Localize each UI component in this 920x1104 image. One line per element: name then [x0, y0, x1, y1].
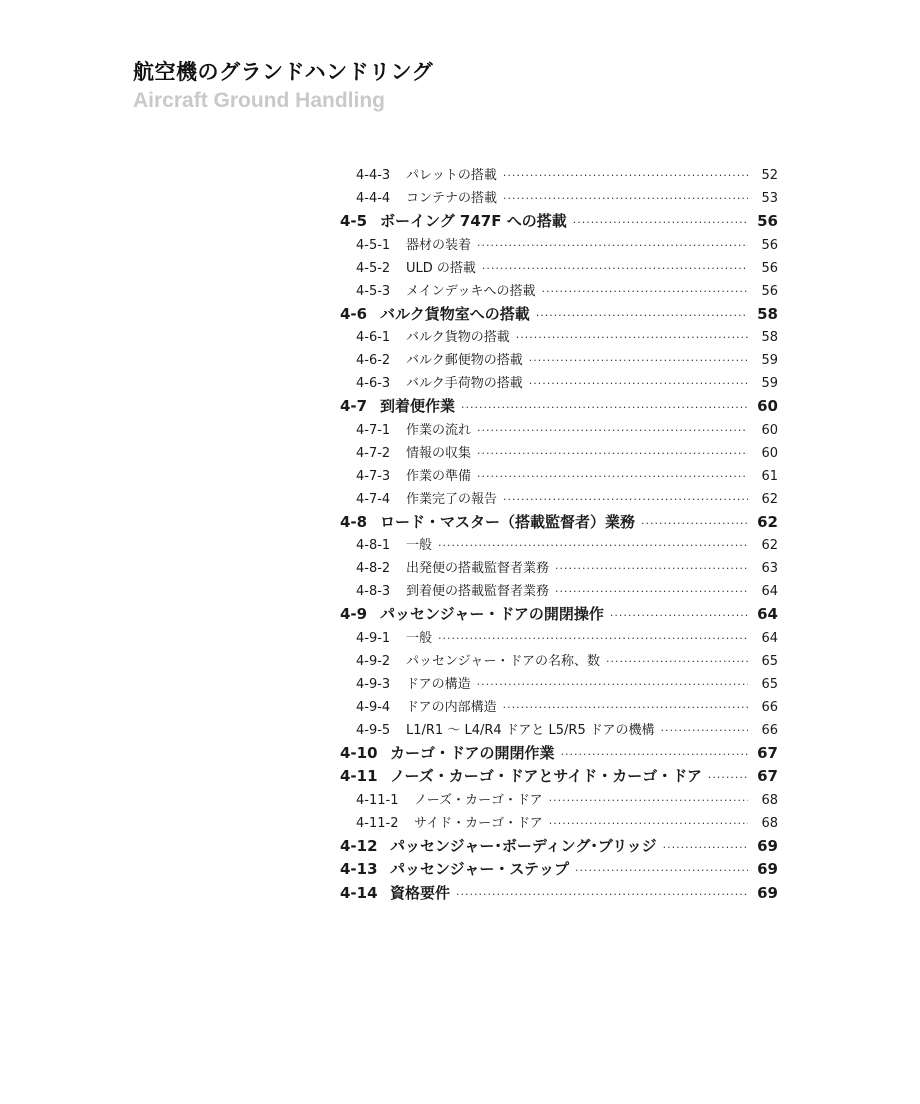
toc-subsection-entry[interactable] — [340, 234, 778, 257]
toc-section-entry[interactable] — [340, 882, 778, 906]
toc-entry-page-number: 61 — [761, 468, 778, 484]
toc-leader-dots — [503, 192, 748, 205]
toc-section-entry[interactable] — [340, 742, 778, 766]
toc-subsection-entry[interactable] — [340, 789, 778, 812]
toc-entry-page-number: 52 — [761, 168, 778, 183]
toc-entry-page-number: 56 — [761, 260, 778, 276]
toc-entry-page-number: 69 — [757, 860, 778, 878]
toc-entry-page-number: 56 — [761, 283, 778, 299]
toc-leader-dots — [516, 331, 748, 344]
toc-leader-dots — [503, 701, 748, 714]
toc-entry-page-number: 62 — [761, 538, 778, 553]
toc-leader-dots — [606, 655, 748, 668]
toc-entry-number: 4-10 — [340, 743, 378, 762]
toc-entry-title: バルク貨物の搭載 — [406, 330, 510, 345]
table-of-contents — [340, 164, 778, 905]
toc-entry-page-number: 56 — [757, 212, 778, 230]
toc-section-entry[interactable] — [340, 303, 778, 327]
toc-entry-title: バルク手荷物の搭載 — [406, 376, 523, 391]
toc-entry-title: 作業の準備 — [406, 468, 472, 484]
toc-section-entry[interactable] — [340, 858, 778, 882]
toc-entry-page-number: 56 — [761, 237, 778, 253]
toc-entry-title: パッセンジャー･ボーディング･ブリッジ — [390, 836, 657, 855]
toc-subsection-entry[interactable] — [340, 326, 778, 349]
toc-entry-page-number: 67 — [757, 767, 778, 785]
page-header — [133, 58, 433, 116]
toc-leader-dots — [561, 748, 748, 761]
toc-entry-page-number: 60 — [757, 397, 778, 415]
toc-entry-title: 到着便作業 — [380, 397, 456, 415]
toc-subsection-entry[interactable] — [340, 257, 778, 280]
toc-leader-dots — [503, 493, 748, 506]
toc-leader-dots — [575, 864, 748, 877]
toc-entry-page-number: 63 — [761, 561, 778, 576]
toc-entry-title: パッセンジャー・ステップ — [390, 860, 570, 878]
toc-subsection-entry[interactable] — [340, 187, 778, 210]
page-title-english: Aircraft Ground Handling — [133, 89, 385, 112]
toc-entry-number: 4-7-3 — [356, 468, 391, 484]
toc-entry-title: ノーズ・カーゴ・ドア — [414, 792, 543, 808]
toc-entry-title: ロード・マスター（搭載監督者）業務 — [380, 512, 636, 531]
toc-entry-number: 4-9-4 — [356, 699, 391, 715]
toc-entry-page-number: 60 — [761, 422, 778, 438]
toc-entry-number: 4-11-2 — [356, 815, 399, 831]
toc-leader-dots — [529, 377, 748, 390]
toc-entry-title: 到着便の搭載監督者業務 — [406, 584, 550, 599]
toc-leader-dots — [641, 517, 748, 530]
toc-entry-number: 4-6 — [340, 304, 368, 323]
toc-leader-dots — [660, 724, 748, 737]
toc-entry-page-number: 64 — [761, 584, 778, 599]
toc-entry-number: 4-7-4 — [356, 491, 391, 507]
toc-leader-dots — [536, 309, 748, 322]
toc-subsection-entry[interactable] — [340, 465, 778, 488]
toc-entry-number: 4-9 — [340, 605, 368, 623]
toc-subsection-entry[interactable] — [340, 164, 778, 187]
toc-section-entry[interactable] — [340, 835, 778, 859]
toc-entry-page-number: 65 — [761, 653, 778, 669]
toc-entry-title: 情報の収集 — [406, 445, 472, 461]
toc-entry-number: 4-6-2 — [356, 353, 391, 368]
toc-subsection-entry[interactable] — [340, 488, 778, 511]
toc-entry-number: 4-5 — [340, 212, 368, 230]
toc-leader-dots — [708, 771, 748, 784]
toc-leader-dots — [477, 470, 748, 483]
toc-entry-page-number: 65 — [761, 676, 778, 692]
toc-leader-dots — [610, 609, 748, 622]
toc-entry-page-number: 64 — [761, 630, 778, 646]
toc-entry-page-number: 69 — [757, 836, 778, 855]
toc-entry-title: コンテナの搭載 — [406, 191, 498, 206]
toc-entry-title: メインデッキへの搭載 — [406, 283, 536, 299]
toc-leader-dots — [477, 424, 748, 437]
toc-entry-page-number: 59 — [761, 353, 778, 368]
toc-entry-title: 作業完了の報告 — [406, 491, 498, 507]
toc-leader-dots — [477, 678, 748, 691]
toc-entry-number: 4-14 — [340, 883, 378, 902]
toc-entry-number: 4-9-3 — [356, 676, 391, 692]
toc-entry-page-number: 62 — [757, 512, 778, 531]
toc-subsection-entry[interactable] — [340, 372, 778, 395]
toc-subsection-entry[interactable] — [340, 534, 778, 557]
toc-entry-number: 4-6-1 — [356, 330, 391, 345]
toc-entry-title: ノーズ・カーゴ・ドアとサイド・カーゴ・ドア — [390, 767, 702, 785]
toc-entry-page-number: 64 — [757, 605, 778, 623]
toc-subsection-entry[interactable] — [340, 280, 778, 303]
toc-subsection-entry[interactable] — [340, 557, 778, 580]
toc-leader-dots — [555, 585, 748, 598]
toc-entry-number: 4-5-1 — [356, 237, 391, 253]
toc-subsection-entry[interactable] — [340, 627, 778, 650]
toc-entry-number: 4-7 — [340, 397, 368, 415]
toc-entry-number: 4-7-2 — [356, 445, 391, 461]
toc-entry-page-number: 67 — [757, 743, 778, 762]
toc-subsection-entry[interactable] — [340, 349, 778, 372]
toc-entry-number: 4-11 — [340, 767, 378, 785]
toc-entry-number: 4-4-4 — [356, 191, 391, 206]
toc-entry-number: 4-8 — [340, 512, 368, 531]
toc-entry-number: 4-8-1 — [356, 538, 391, 553]
toc-leader-dots — [456, 888, 748, 901]
toc-entry-number: 4-9-5 — [356, 722, 391, 738]
toc-entry-number: 4-6-3 — [356, 376, 391, 391]
toc-leader-dots — [529, 354, 748, 367]
toc-entry-page-number: 53 — [761, 191, 778, 206]
toc-entry-number: 4-5-2 — [356, 260, 391, 276]
toc-entry-title: バルク郵便物の搭載 — [406, 353, 523, 368]
toc-entry-title: パッセンジャー・ドアの開閉操作 — [380, 605, 604, 623]
toc-subsection-entry[interactable] — [340, 580, 778, 603]
toc-leader-dots — [573, 216, 748, 229]
toc-leader-dots — [549, 817, 748, 830]
toc-entry-number: 4-11-1 — [356, 792, 399, 808]
toc-entry-title: パッセンジャー・ドアの名称、数 — [406, 653, 601, 669]
toc-entry-number: 4-7-1 — [356, 422, 391, 438]
toc-entry-page-number: 68 — [761, 815, 778, 831]
toc-entry-title: 器材の装着 — [406, 237, 472, 253]
toc-section-entry[interactable] — [340, 511, 778, 535]
toc-entry-title: パレットの搭載 — [406, 168, 497, 183]
toc-entry-page-number: 66 — [761, 722, 778, 738]
toc-entry-title: 一般 — [406, 538, 433, 553]
toc-leader-dots — [461, 401, 748, 414]
toc-entry-page-number: 69 — [757, 883, 778, 902]
toc-leader-dots — [438, 632, 748, 645]
toc-leader-dots — [549, 794, 748, 807]
toc-section-entry[interactable] — [340, 395, 778, 419]
toc-leader-dots — [477, 239, 748, 252]
toc-section-entry[interactable] — [340, 765, 778, 789]
toc-entry-number: 4-8-2 — [356, 561, 391, 576]
toc-entry-title: L1/R1 ～ L4/R4 ドアと L5/R5 ドアの機構 — [406, 722, 655, 738]
toc-subsection-entry[interactable] — [340, 419, 778, 442]
toc-entry-number: 4-13 — [340, 860, 378, 878]
toc-entry-title: カーゴ・ドアの開閉作業 — [390, 743, 555, 762]
toc-subsection-entry[interactable] — [340, 442, 778, 465]
toc-subsection-entry[interactable] — [340, 696, 778, 719]
toc-leader-dots — [555, 562, 748, 575]
toc-leader-dots — [438, 539, 748, 552]
toc-subsection-entry[interactable] — [340, 673, 778, 696]
toc-entry-title: ドアの内部構造 — [406, 699, 497, 715]
toc-entry-number: 4-9-2 — [356, 653, 391, 669]
toc-subsection-entry[interactable] — [340, 719, 778, 742]
toc-entry-title: 資格要件 — [390, 883, 451, 902]
toc-leader-dots — [663, 841, 748, 854]
toc-entry-title: ボーイング 747F への搭載 — [380, 212, 567, 230]
toc-entry-page-number: 62 — [761, 491, 778, 507]
toc-section-entry[interactable] — [340, 603, 778, 627]
toc-entry-title: サイド・カーゴ・ドア — [414, 815, 543, 831]
toc-entry-page-number: 60 — [761, 445, 778, 461]
toc-leader-dots — [503, 169, 748, 182]
toc-entry-number: 4-9-1 — [356, 630, 391, 646]
toc-subsection-entry[interactable] — [340, 650, 778, 673]
toc-entry-title: ULD の搭載 — [406, 260, 476, 276]
toc-entry-title: 作業の流れ — [406, 422, 472, 438]
toc-entry-title: ドアの構造 — [406, 676, 471, 692]
toc-leader-dots — [477, 447, 748, 460]
toc-entry-title: 一般 — [406, 630, 433, 646]
toc-entry-number: 4-5-3 — [356, 283, 391, 299]
toc-leader-dots — [541, 285, 748, 298]
toc-entry-page-number: 58 — [761, 330, 778, 345]
toc-entry-page-number: 58 — [757, 304, 778, 323]
page-title-japanese: 航空機のグランドハンドリング — [133, 60, 434, 84]
toc-entry-title: バルク貨物室への搭載 — [380, 304, 530, 323]
toc-entry-number: 4-4-3 — [356, 168, 391, 183]
toc-entry-title: 出発便の搭載監督者業務 — [406, 561, 550, 576]
toc-entry-page-number: 68 — [761, 792, 778, 808]
toc-entry-number: 4-8-3 — [356, 584, 391, 599]
toc-leader-dots — [482, 262, 748, 275]
toc-entry-number: 4-12 — [340, 836, 378, 855]
toc-entry-page-number: 66 — [761, 699, 778, 715]
toc-entry-page-number: 59 — [761, 376, 778, 391]
toc-section-entry[interactable] — [340, 210, 778, 234]
toc-subsection-entry[interactable] — [340, 812, 778, 835]
